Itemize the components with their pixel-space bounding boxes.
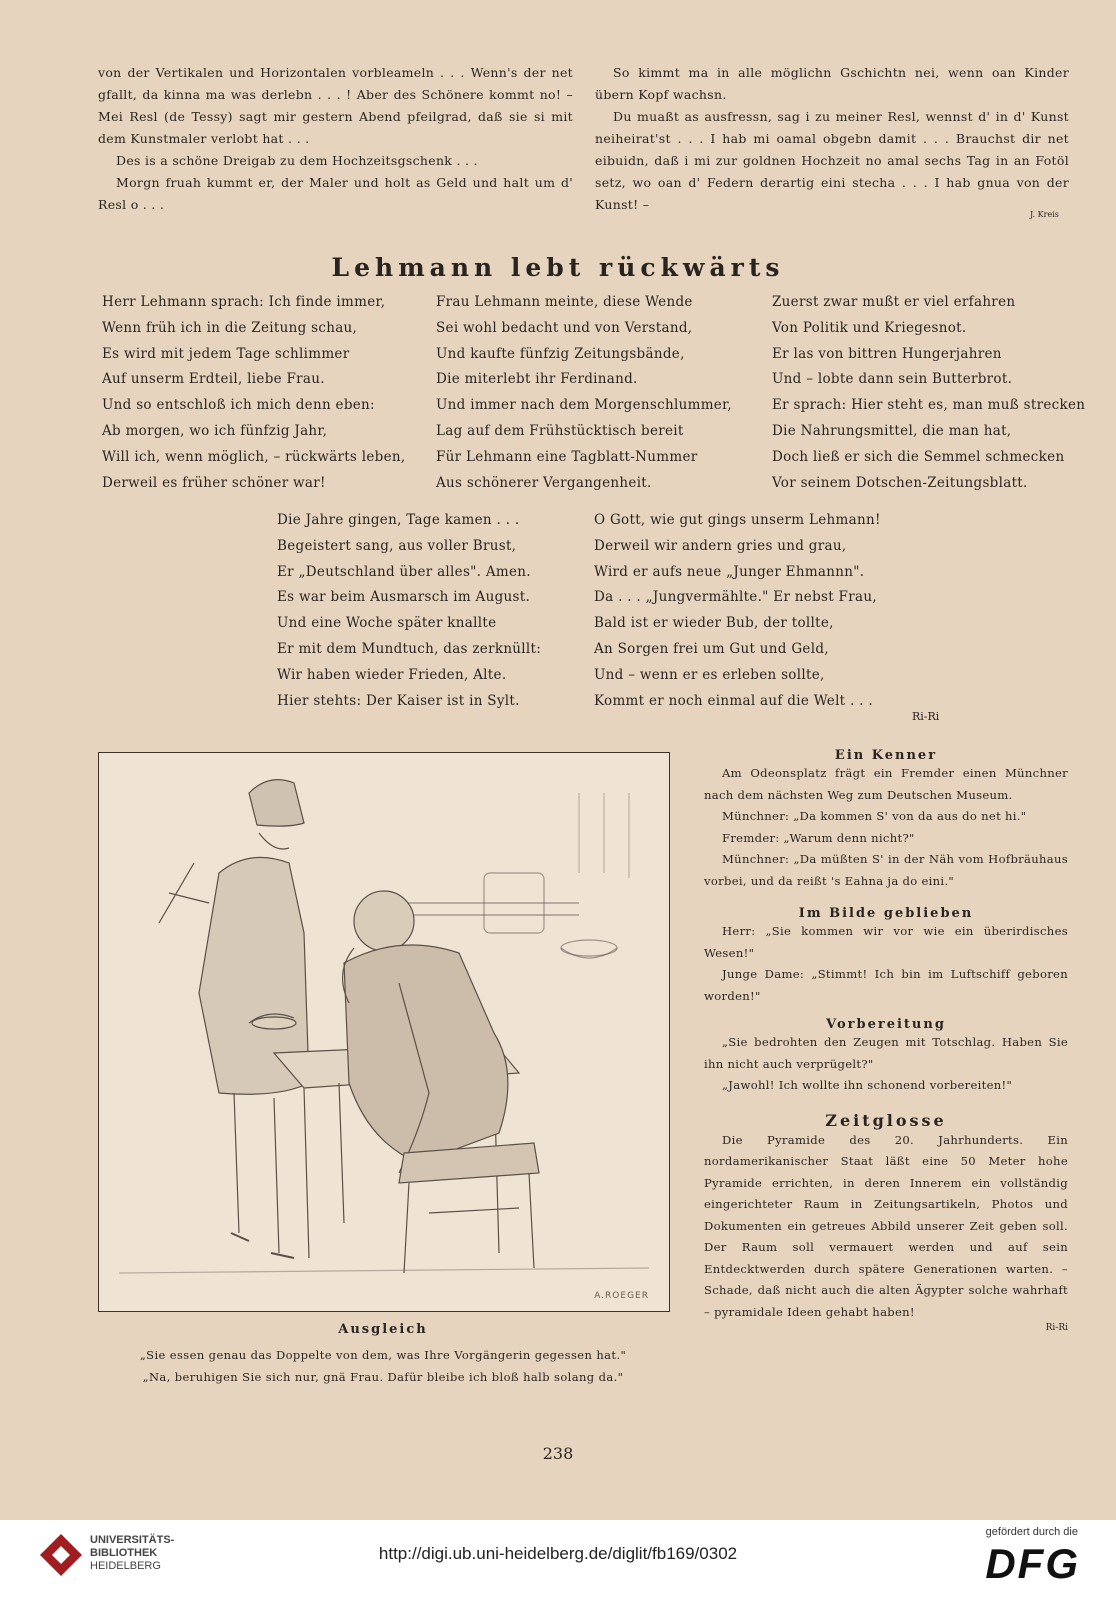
verse-line: Wird er aufs neue „Junger Ehmannn". xyxy=(594,563,865,580)
verse-line: Es war beim Ausmarsch im August. xyxy=(277,589,531,606)
page-number: 238 xyxy=(542,1444,574,1463)
verse-line: Derweil es früher schöner war! xyxy=(102,474,326,491)
verse-line: Frau Lehmann meinte, diese Wende xyxy=(436,294,693,310)
verse-line: Hier stehts: Der Kaiser ist in Sylt. xyxy=(277,692,520,709)
verse-line: Die Nahrungsmittel, die man hat, xyxy=(772,422,1012,439)
library-name-line: HEIDELBERG xyxy=(90,1560,161,1572)
permalink-url[interactable]: http://digi.ub.uni-heidelberg.de/diglit/fb169/0302 xyxy=(378,1544,738,1563)
verse-line: Und – lobte dann sein Butterbrot. xyxy=(772,371,1013,388)
paragraph: Du muaßt as ausfressn, sag i zu meiner Resl, wennst d' in d' Kunst neiheirat'st . . . I hab mi oamal obgebn damit . . . Brauchst dir net eibuidn, daß i mi zur goldnen Hochzeit no amal sechs Tag in an Fotöl setz, wo oan d' Federn derartig eini stecha . . . I hab gnua von der Kunst! – xyxy=(595,109,1069,212)
verse-line: Von Politik und Kriegesnot. xyxy=(772,319,967,336)
verse-line: Er sprach: Hier steht es, man muß strecken xyxy=(772,397,1086,414)
top-right-column xyxy=(595,62,1069,216)
paragraph: Des is a schöne Dreigab zu dem Hochzeitsgschenk . . . xyxy=(116,153,478,168)
verse-line: An Sorgen frei um Gut und Geld, xyxy=(594,640,829,657)
sidebar-column xyxy=(704,748,1068,1333)
verse-line: Da . . . „Jungvermählte." Er nebst Frau, xyxy=(594,589,877,606)
illustration-caption-line: „Na, beruhigen Sie sich nur, gnä Frau. Dafür bleibe ich bloß halb solang da." xyxy=(142,1370,624,1384)
illustration-caption-line: „Sie essen genau das Doppelte von dem, was Ihre Vorgängerin gegessen hat." xyxy=(139,1348,627,1362)
verse-line: Kommt er noch einmal auf die Welt . . . xyxy=(594,692,873,709)
paragraph: Münchner: „Da kommen S' von da aus do net hi." xyxy=(722,809,1027,823)
verse-line: Wenn früh ich in die Zeitung schau, xyxy=(102,319,358,336)
verse-line: Und – wenn er es erleben sollte, xyxy=(594,666,825,683)
poem-stanza-3 xyxy=(772,290,1085,496)
verse-line: Aus schönerer Vergangenheit. xyxy=(436,474,652,491)
funding-note: gefördert durch die xyxy=(985,1526,1078,1538)
verse-line: Herr Lehmann sprach: Ich finde immer, xyxy=(102,294,386,310)
poem-stanza-5 xyxy=(594,508,881,714)
top-left-column xyxy=(98,62,573,216)
verse-line: Die Jahre gingen, Tage kamen . . . xyxy=(277,512,520,528)
verse-line: Er las von bittren Hungerjahren xyxy=(772,345,1002,362)
verse-line: Und immer nach dem Morgenschlummer, xyxy=(436,397,732,414)
paragraph: Münchner: „Da müßten S' in der Näh vom Hofbräuhaus vorbei, und da reißt 's Eahna ja do eini." xyxy=(704,852,1068,888)
verse-line: Zuerst zwar mußt er viel erfahren xyxy=(772,294,1016,310)
verse-line: Es wird mit jedem Tage schlimmer xyxy=(102,345,350,362)
section-title-vorbereitung: Vorbereitung xyxy=(826,1017,946,1032)
artist-signature: A.ROEGER xyxy=(594,1291,649,1301)
poem-stanza-2 xyxy=(436,290,732,496)
poem-stanza-4 xyxy=(277,508,541,714)
paragraph: „Sie bedrohten den Zeugen mit Totschlag. Haben Sie ihn nicht auch verprügelt?" xyxy=(704,1035,1068,1071)
verse-line: Lag auf dem Frühstücktisch bereit xyxy=(436,422,684,439)
verse-line: Sei wohl bedacht und von Verstand, xyxy=(436,319,693,336)
verse-line: Vor seinem Dotschen-Zeitungsblatt. xyxy=(772,474,1028,491)
verse-line: Und kaufte fünfzig Zeitungsbände, xyxy=(436,345,685,362)
paragraph: Die Pyramide des 20. Jahrhunderts. Ein nordamerikanischer Staat läßt eine 50 Meter hohe Pyramide errichten, in deren Innerem ein vollständig eingerichteter Raum in Zeitungsartikeln, Photos und Dokumenten ein getreues Abbild unserer Zeit geben soll. Der Raum soll vermauert werden und auf sein Entdecktwerden durch spätere Generationen warten. – Schade, daß nicht auch die alten Ägypter solche wahrhaft – pyramidale Ideen gehabt haben! xyxy=(704,1132,1068,1319)
verse-line: Begeistert sang, aus voller Brust, xyxy=(277,537,517,554)
illustration-caption-title: Ausgleich xyxy=(338,1322,428,1337)
verse-line: Doch ließ er sich die Semmel schmecken xyxy=(772,448,1065,465)
poem-stanza-1 xyxy=(102,290,405,496)
paragraph: „Jawohl! Ich wollte ihn schonend vorbereiten!" xyxy=(722,1078,1013,1092)
paragraph: Am Odeonsplatz frägt ein Fremder einen Münchner nach dem nächsten Weg zum Deutschen Museum. xyxy=(704,766,1068,802)
verse-line: Auf unserm Erdteil, liebe Frau. xyxy=(102,371,325,388)
verse-line: Wir haben wieder Frieden, Alte. xyxy=(277,666,507,683)
section-title-kenner: Ein Kenner xyxy=(834,748,938,763)
verse-line: Will ich, wenn möglich, – rückwärts leben, xyxy=(102,448,406,465)
library-name-line: BIBLIOTHEK xyxy=(90,1547,158,1559)
dfg-logo: DFG xyxy=(985,1540,1080,1587)
paragraph: Morgn fruah kummt er, der Maler und holt as Geld und halt um d' Resl o . . . xyxy=(98,175,573,212)
footer-bar xyxy=(0,1520,1116,1598)
poem-signature: Ri-Ri xyxy=(912,710,940,723)
poem-title: Lehmann lebt rückwärts xyxy=(331,253,785,282)
verse-line: Und eine Woche später knallte xyxy=(277,615,497,632)
paragraph: So kimmt ma in alle möglichn Gschichtn nei, wenn oan Kinder übern Kopf wachsn. xyxy=(595,65,1069,102)
author-signature: J. Kreis xyxy=(1030,210,1059,219)
library-name-line: UNIVERSITÄTS- xyxy=(90,1534,175,1546)
paragraph: Herr: „Sie kommen wir vor wie ein überirdisches Wesen!" xyxy=(704,924,1068,960)
verse-line: Und so entschloß ich mich denn eben: xyxy=(102,397,375,414)
section-title-bilde: Im Bilde geblieben xyxy=(798,906,974,921)
verse-line: Bald ist er wieder Bub, der tollte, xyxy=(594,615,834,632)
paragraph: Fremder: „Warum denn nicht?" xyxy=(722,830,915,845)
illustration-drawing xyxy=(99,753,669,1311)
verse-line: Er mit dem Mundtuch, das zerknüllt: xyxy=(277,640,542,657)
zeitglosse-signature: Ri-Ri xyxy=(1045,1323,1068,1333)
verse-line: Für Lehmann eine Tagblatt-Nummer xyxy=(436,448,698,465)
paragraph: Junge Dame: „Stimmt! Ich bin im Luftschiff geboren worden!" xyxy=(704,967,1068,1003)
verse-line: O Gott, wie gut gings unserm Lehmann! xyxy=(594,512,881,528)
paragraph: von der Vertikalen und Horizontalen vorbleameln . . . Wenn's der net gfallt, da kinna ma was derlebn . . . ! Aber des Schönere kommt no! – Mei Resl (de Tessy) sagt mir gestern Abend pfeilgrad, daß sie si mit dem Kunstmaler verlobt hat . . . xyxy=(98,65,573,146)
section-title-zeitglosse: Zeitglosse xyxy=(825,1110,947,1130)
verse-line: Ab morgen, wo ich fünfzig Jahr, xyxy=(102,422,328,439)
verse-line: Derweil wir andern gries und grau, xyxy=(594,537,847,554)
verse-line: Die miterlebt ihr Ferdinand. xyxy=(436,371,638,388)
illustration-frame xyxy=(98,752,670,1312)
verse-line: Er „Deutschland über alles". Amen. xyxy=(277,563,531,580)
